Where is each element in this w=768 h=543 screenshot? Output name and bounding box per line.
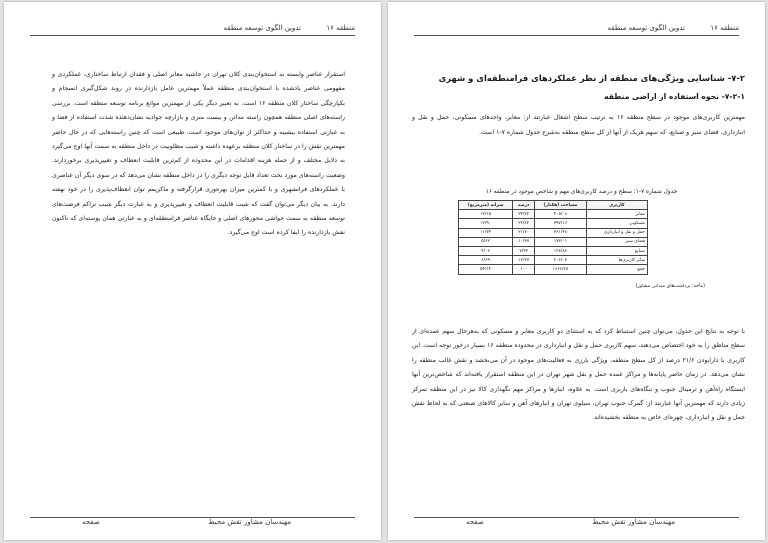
table-row: [459, 219, 648, 228]
intro-paragraph: مهمترین کاربری‌های موجود در سطح منطقه ۱۶ به ترتیب سطح اشغال عبارتند از: معابر، واحدهای مسکونی، حمل و نقل و انبارداری، فضای سبز و صنایع، که سهم هریک از آنها از کل سطح منطقه به‌شرح جدول شماره ۷-۱ است.: [412, 114, 745, 136]
table-total-row: [459, 265, 648, 274]
body-paragraph: استقرار عناصر وابسته به استخوان‌بندی کلان تهران در حاشیه معابر اصلی و فقدان ارتباط ساختاری، عملکردی و مفهومی عناصر یادشده با استخوان‌بندی منطقه عملاً مهمترین عامل بازدارنده در روند شکل‌گیری انسجام و یکپارچگی ساختار کلان منطقه ۱۶ است. به تعبیر دیگر یکی از مهمترین موانع برنامه توسعه منطقه است. بررسی راسته‌های اصلی منطقه همچون راسته مدائن و بیست متری و بازارچه جوادیه نشان‌دهنده شدت استفاده از فضا و به عبارتی استفاده بیشینه و حداکثر از توان‌های موجود است. طبیعی است که چنین راسته‌هایی که در حال حاضر مهمترین نقش را در ساختار کلان منطقه برعهده داشته و شیب مطلوبیت در داخل منطقه به سمت آنها اوج می‌گیرد به دلایل مختلف و از جمله هزینه اقدامات در این محدوده از کم‌ترین قابلیت انعطاف و تغییرپذیری برخوردارند. وضعیت راسته‌های مورد بحث تعداد قابل توجه دیگری را در داخل منطقه نشان می‌دهد که در سوی دیگر آن عناصری با عملکردهای فرانشهری و با کمترین میزان بهره‌وری قرارگرفته و ماکزیمم توان انعطاف‌پذیری را در خود نهفته دارند. به بیان دیگر می‌توان گفت که شیب قابلیت انعطاف و تغییرپذیری و به عبارت دیگر شیب تراکم فرصت‌های توسعه منطقه به سمت حواشی محورهای اصلی و جایگاه عناصر فرامنطقه‌ای و به عبارتی همان پوسته‌ای که تاکنون نقش بازدارنده را ایفا کرده است اوج می‌گیرد.: [52, 71, 345, 237]
table-cell: ۲۱/۷۰: [513, 228, 535, 237]
land-use-table: [458, 200, 648, 275]
table-cell: ۲۰۶/۰۷: [535, 256, 587, 265]
table-cell: مسکونی: [586, 219, 647, 228]
footer-page-label: صفحه: [466, 518, 484, 526]
table-cell: ۴/۰۲: [459, 246, 513, 255]
table-row: [459, 210, 648, 219]
table-cell: ۲۳/۸۴: [513, 219, 535, 228]
subsection-heading: ۷-۲-۱- نحوه استفاده از اراضی منطقه: [604, 92, 745, 101]
table-cell: حمل و نقل و انبارداری: [586, 228, 647, 237]
table-cell: ۱۲/۹۰: [459, 219, 513, 228]
table-cell: ۴۰۵/۰۸: [535, 210, 587, 219]
header-region: منطقه ۱۶: [326, 24, 355, 32]
table-cell: فضای سبز: [586, 237, 647, 246]
table-cell: ۱۰۰: [513, 265, 535, 274]
column-header: سرانه (مترمربع): [459, 201, 513, 210]
footer-engineers: مهندسان مشاور نقش محیط: [208, 518, 291, 526]
table-cell: ۱۱/۷۴: [459, 228, 513, 237]
table-cell: ۱۲/۳۷: [513, 256, 535, 265]
page-footer: [414, 518, 739, 530]
header-title: تدوین الگوی توسعه منطقه: [607, 24, 685, 32]
table-cell: ۳۶۱/۴۸: [535, 228, 587, 237]
table-row: [459, 246, 648, 255]
table-cell: ۷/۴۴: [513, 246, 535, 255]
table-cell: ۱۳/۱۵: [459, 210, 513, 219]
table-cell: ۱۶۶۶/۶۷: [535, 265, 587, 274]
table-header-row: [459, 201, 648, 210]
table-cell: سایر کاربری‌ها: [586, 256, 647, 265]
table-row: [459, 256, 648, 265]
document-page-right: [388, 2, 765, 540]
table-caption: جدول شماره ۷-۱: سطح و درصد کاربری‌های مهم و شاخص موجود در منطقه ۱۶: [485, 189, 678, 195]
table-cell: ۵/۶۲: [459, 237, 513, 246]
column-header: درصد: [513, 201, 535, 210]
body-paragraph: با توجه به نتایج این جدول، می‌توان چنین استنباط کرد که به استثنای دو کاربری معابر و مسکونی که به‌هرحال سهم عمده‌ای از سطح مناطق را به خود اختصاص می‌دهند، سهم کاربری حمل و نقل و انبارداری در محدوده منطقه ۱۶ بسیار درخور توجه است. این کاربری با دارابودن ۲۱/۶ درصد از کل سطح منطقه، ویژگی بارزی به فعالیت‌های موجود در آن می‌بخشد و نقش غالب منطقه را نشان می‌دهد. در زمان حاضر پایانه‌ها و مراکز عمده حمل و نقل شهر تهران در این منطقه استقرار یافته‌اند که شاخص‌ترین آنها ایستگاه راه‌آهن و ترمینال جنوب و بنگاه‌های باربری است. به علاوه، انبارها و مراکز مهم نگهداری کالا نیز در این منطقه تمرکز زیادی دارند که مهمترین آنها عبارتند از: گمرک جنوب تهران، سیلوی تهران و انبارهای آهن و سایر کالاهای صنعتی که به لحاظ نقش حمل و نقل و انبارداری، چهره‌ای خاص به منطقه بخشیده‌اند.: [412, 328, 745, 422]
column-header: مساحت (هکتار): [535, 201, 587, 210]
table-source-note: (مأخذ: برداشت‌های میدانی مشاور): [635, 284, 705, 289]
header-region: منطقه ۱۶: [710, 24, 739, 32]
page-footer: [30, 518, 355, 530]
column-header: کاربری: [586, 201, 647, 210]
table-cell: ۱۷۳/۰۱: [535, 237, 587, 246]
table-cell: جمع: [586, 265, 647, 274]
table-cell: ۲۴/۳۲: [513, 210, 535, 219]
document-page-left: [4, 2, 381, 540]
header-divider: [414, 35, 739, 36]
section-heading: ۷-۲- شناسایی ویژگی‌های منطقه از نظر عملکردهای فرامنطقه‌ای و شهری: [438, 73, 745, 83]
table-cell: معابر: [586, 210, 647, 219]
table-cell: ۳۹۷/۱۶: [535, 219, 587, 228]
table-cell: ۵۴/۱۴: [459, 265, 513, 274]
table-cell: صنایع: [586, 246, 647, 255]
table-row: [459, 237, 648, 246]
table-cell: ۱۰/۳۷: [513, 237, 535, 246]
table-cell: ۶/۶۹: [459, 256, 513, 265]
header-title: تدوین الگوی توسعه منطقه: [223, 24, 301, 32]
footer-page-label: صفحه: [82, 518, 100, 526]
table-row: [459, 228, 648, 237]
header-divider: [30, 35, 355, 36]
footer-engineers: مهندسان مشاور نقش محیط: [592, 518, 675, 526]
table-cell: ۱۲۳/۸۶: [535, 246, 587, 255]
